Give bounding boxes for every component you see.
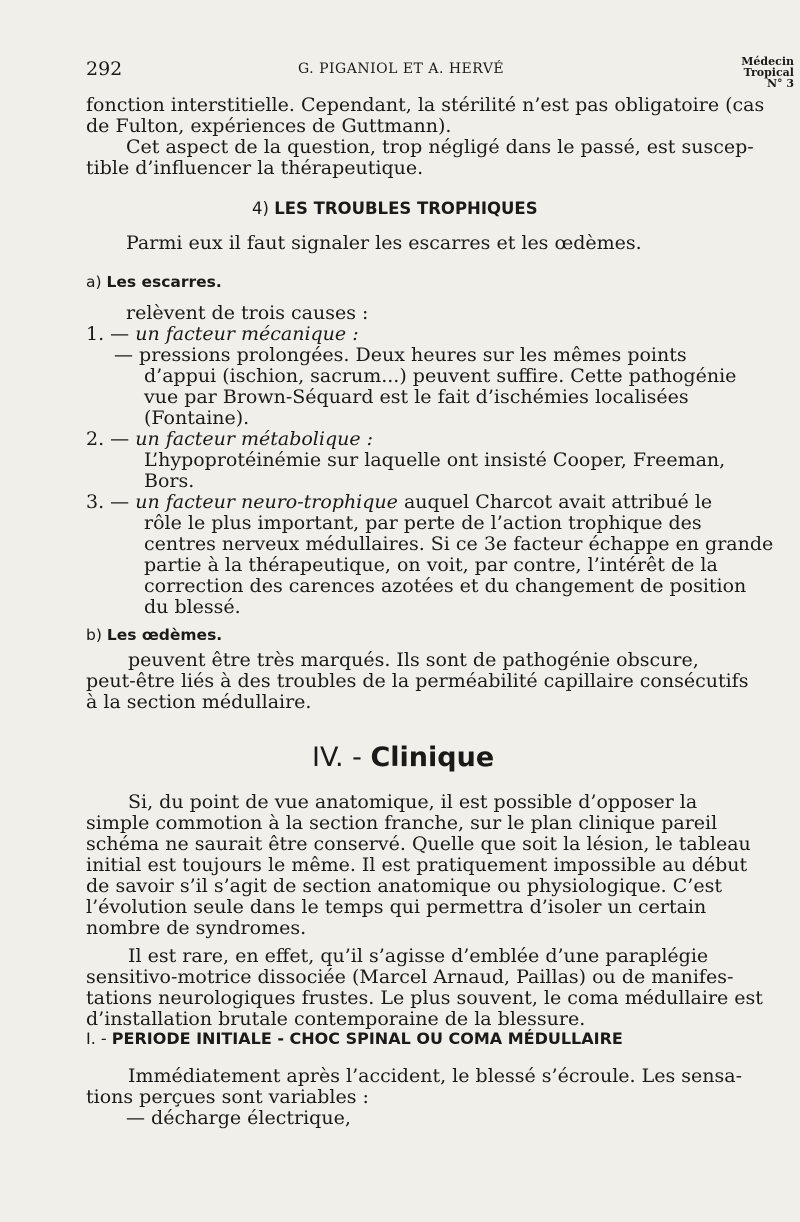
text-line: Bors. [144, 470, 195, 492]
text-line: d’appui (ischion, sacrum...) peuvent suffire. Cette pathogénie [144, 365, 737, 387]
text-line: de savoir s’il s’agit de section anatomique ou physiologique. C’est [86, 875, 722, 897]
text-line: tible d’influencer la thérapeutique. [86, 157, 424, 179]
text-line: tations neurologiques frustes. Le plus souvent, le coma médullaire est [86, 987, 763, 1009]
text-line: simple commotion à la section franche, sur le plan clinique pareil [86, 812, 718, 834]
text-line: d’installation brutale contemporaine de la blessure. [86, 1008, 586, 1030]
text-line: à la section médullaire. [86, 691, 312, 713]
list-number: 1. — [86, 323, 130, 345]
text-line: peut-être liés à des troubles de la perméabilité capillaire consécutifs [86, 670, 749, 692]
text-line: Si, du point de vue anatomique, il est possible d’opposer la [128, 791, 698, 813]
text-line: fonction interstitielle. Cependant, la stérilité n’est pas obligatoire (cas [86, 94, 765, 116]
text-line: centres nerveux médullaires. Si ce 3e facteur échappe en grande [144, 533, 774, 555]
text-line: Il est rare, en effet, qu’il s’agisse d’emblée d’une paraplégie [128, 945, 709, 967]
text-line: vue par Brown-Séquard est le fait d’ischémies localisées [144, 386, 689, 408]
section-heading [252, 199, 538, 218]
text-line: sensitivo-motrice dissociée (Marcel Arnaud, Paillas) ou de manifes- [86, 966, 734, 988]
list-item-heading [86, 324, 359, 346]
journal-line: Tropical [743, 66, 794, 79]
subsection-letter: a) [86, 273, 102, 291]
journal-line: N° 3 [766, 77, 794, 90]
text-line: correction des carences azotées et du changement de position [144, 575, 747, 597]
text-line: l’évolution seule dans le temps qui permettra d’isoler un certain [86, 896, 707, 918]
subsection-title: Les escarres. [106, 273, 222, 291]
text-line: L’hypoprotéinémie sur laquelle ont insisté Cooper, Freeman, [144, 449, 726, 471]
text-line: Cet aspect de la question, trop négligé dans le passé, est suscep- [126, 136, 754, 158]
list-title-rest: auquel Charcot avait attribué le [403, 491, 713, 513]
list-title: un facteur neuro-trophique [135, 491, 398, 513]
subsection-heading [86, 626, 222, 644]
section-number: I. [86, 1029, 96, 1048]
section-number: 4) [252, 199, 269, 218]
text-line: peuvent être très marqués. Ils sont de pathogénie obscure, [128, 649, 699, 671]
text-line: de Fulton, expériences de Guttmann). [86, 115, 452, 137]
chapter-numeral: IV. [312, 742, 344, 773]
subsection-heading [86, 273, 222, 291]
text-line: tions perçues sont variables : [86, 1086, 369, 1108]
text-line: nombre de syndromes. [86, 917, 307, 939]
chapter-title: Clinique [370, 742, 495, 773]
text-line: schéma ne saurait être conservé. Quelle que soit la lésion, le tableau [86, 833, 751, 855]
list-title: un facteur métabolique : [135, 428, 374, 450]
running-header: G. PIGANIOL ET A. HERVÉ [298, 61, 505, 77]
text-line: Parmi eux il faut signaler les escarres et les œdèmes. [126, 232, 642, 254]
section-title: PERIODE INITIALE - CHOC SPINAL OU COMA MÉDULLAIRE [111, 1029, 623, 1048]
list-title: un facteur mécanique : [135, 323, 359, 345]
text-line: (Fontaine). [144, 407, 250, 429]
text-line: — pressions prolongées. Deux heures sur les mêmes points [114, 344, 687, 366]
section-heading [86, 1029, 623, 1048]
chapter-dash: - [352, 742, 362, 773]
list-number: 2. — [86, 428, 130, 450]
text-line: Immédiatement après l’accident, le blessé s’écroule. Les sensa- [128, 1065, 743, 1087]
text-line: partie à la thérapeutique, on voit, par contre, l’intérêt de la [144, 554, 718, 576]
section-title: LES TROUBLES TROPHIQUES [274, 199, 538, 218]
list-item-heading [86, 429, 373, 451]
text-line: initial est toujours le même. Il est pratiquement impossible au début [86, 854, 748, 876]
text-line: du blessé. [144, 596, 241, 618]
list-item-heading [86, 492, 712, 514]
subsection-title: Les œdèmes. [106, 626, 223, 644]
subsection-letter: b) [86, 626, 102, 644]
section-dash: - [100, 1029, 107, 1048]
chapter-heading [312, 742, 494, 773]
text-line: — décharge électrique, [126, 1107, 351, 1129]
page-number: 292 [86, 58, 123, 80]
list-number: 3. — [86, 491, 130, 513]
journal-line: Médecin [741, 55, 794, 68]
text-line: rôle le plus important, par perte de l’action trophique des [144, 512, 702, 534]
text-line: relèvent de trois causes : [126, 302, 369, 324]
journal-mark [722, 56, 794, 89]
